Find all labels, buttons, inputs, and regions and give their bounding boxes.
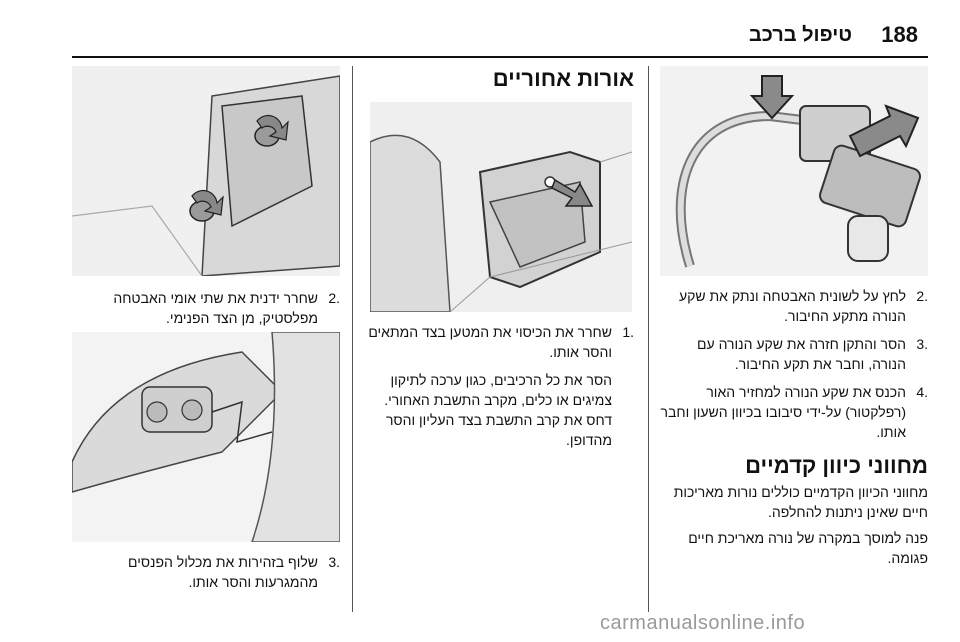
step-number: .3 — [328, 554, 340, 570]
left-column-text-bottom — [72, 552, 340, 600]
list-item — [660, 334, 928, 374]
right-column-text — [660, 286, 928, 574]
step-number: .2 — [328, 290, 340, 306]
figure-bulb-socket — [660, 66, 928, 276]
figure-lamp-nuts — [72, 66, 340, 276]
figure-trunk-cover — [370, 102, 632, 312]
watermark: carmanualsonline.info — [600, 612, 806, 634]
step-number: .3 — [916, 336, 928, 352]
paragraph: פנה למוסך במקרה של נורה מאריכת חיים פגומה. — [688, 530, 928, 566]
header-rule — [72, 56, 928, 58]
step-text: שחרר את הכיסוי את המטען בצד המתאים והסר אותו. — [368, 324, 612, 360]
list-item — [72, 552, 340, 592]
step-text: לחץ על לשונית האבטחה ונתק את שקע הנורה מתקע החיבור. — [678, 288, 906, 324]
page-title: טיפול ברכב — [748, 24, 852, 46]
step-text: שלוף בזהירות את מכלול הפנסים מהמגרעות והסר אותו. — [128, 554, 318, 590]
page-header — [0, 22, 960, 50]
step-text: שחרר ידנית את שתי אומי האבטחה מפלסטיק, מן הצד הפנימי. — [113, 290, 318, 326]
list-item — [660, 382, 928, 442]
paragraph: הסר את כל הרכיבים, כגון ערכה לתיקון צמיגים או כלים, מקרב התשבת האחורי. דחס את קרב התשבת בצד העליון והסר מהדופן. — [384, 372, 612, 448]
step-number: .4 — [916, 384, 928, 400]
column-divider-left — [352, 66, 353, 612]
step-text: הכנס את שקע הנורה למחזיר האור (רפלקטור) על-ידי סיבובו בכיוון השעון וחבר אותו. — [660, 384, 906, 440]
section-heading-tail-lights: אורות אחוריים — [492, 66, 634, 91]
step-number: .2 — [916, 288, 928, 304]
middle-column-text — [364, 322, 634, 456]
step-text: הסר והתקן חזרה את שקע הנורה עם הנורה, וחבר את תקע החיבור. — [697, 336, 906, 372]
section-heading-front-indicators: מחווני כיוון קדמיים — [745, 453, 928, 478]
list-item — [72, 288, 340, 328]
paragraph: מחווני הכיוון הקדמיים כוללים נורות מאריכות חיים שאינן ניתנות להחלפה. — [673, 484, 928, 520]
figure-lamp-assembly — [72, 332, 340, 542]
step-number: .1 — [622, 324, 634, 340]
list-item — [364, 322, 634, 362]
list-item — [660, 286, 928, 326]
left-column-text-top — [72, 288, 340, 336]
column-divider-right — [648, 66, 649, 612]
page-number: 188 — [881, 22, 918, 47]
